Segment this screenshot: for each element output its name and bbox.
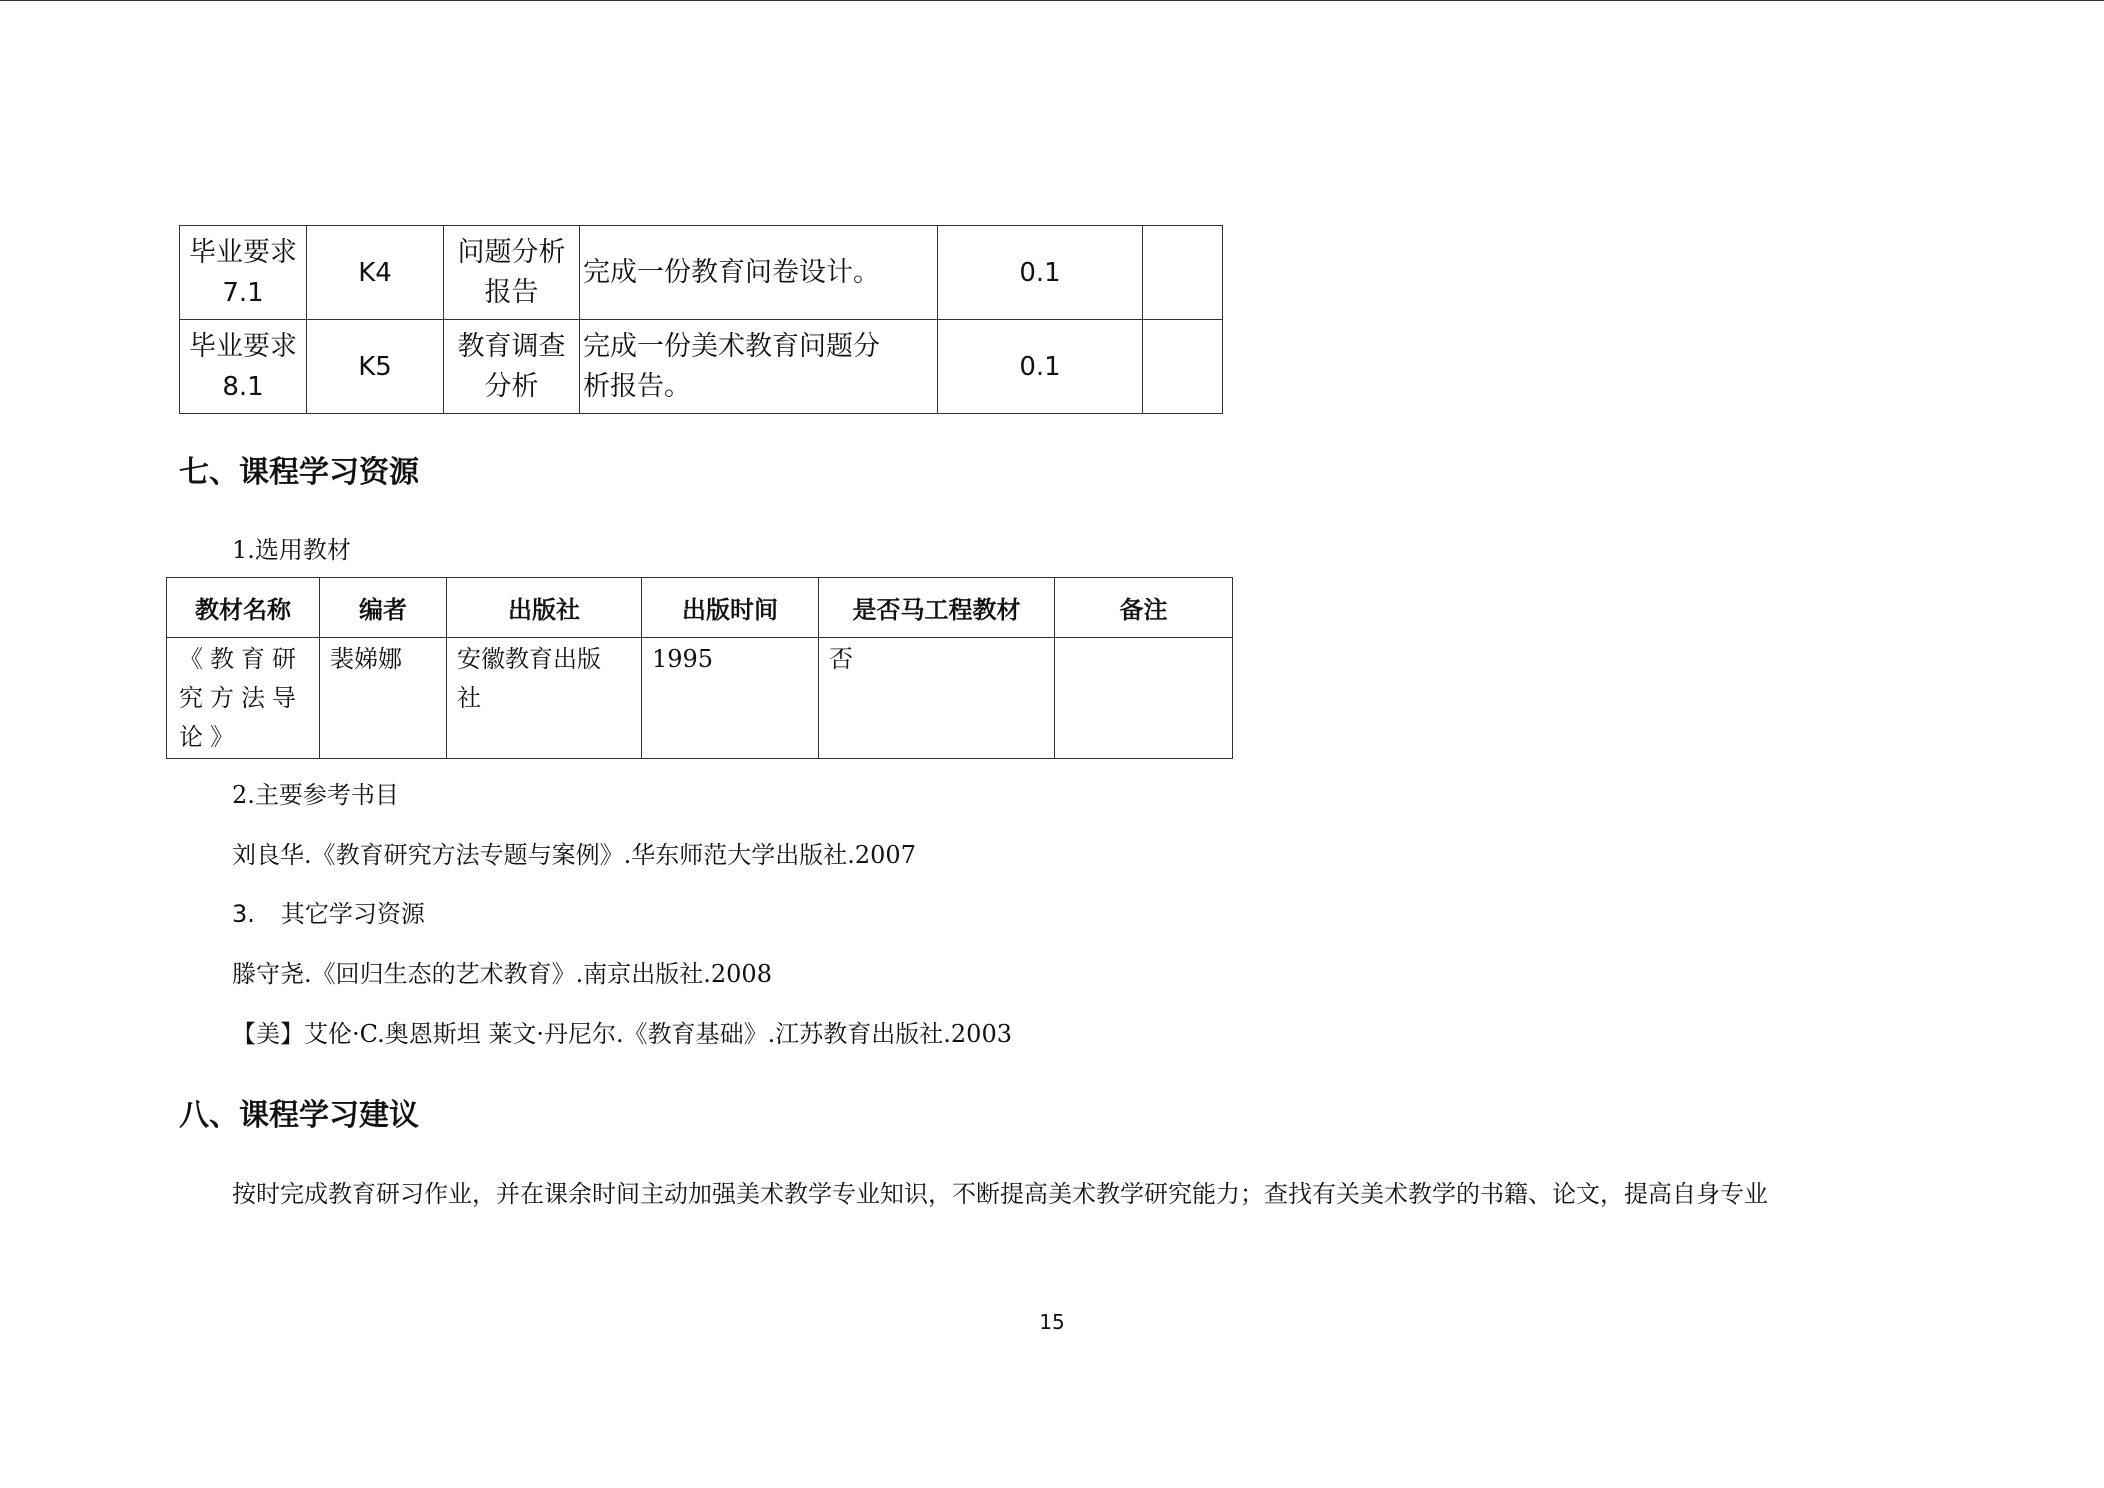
- table-row: [167, 638, 1233, 759]
- code-cell: K5: [307, 320, 444, 414]
- header-cell: 编者: [320, 578, 447, 638]
- code-cell: K4: [307, 226, 444, 320]
- reference-item: 刘良华.《教育研究方法专题与案例》.华东师范大学出版社.2007: [232, 841, 916, 869]
- textbook-subheading: 1.选用教材: [232, 536, 351, 564]
- reference-item: 滕守尧.《回归生态的艺术教育》.南京出版社.2008: [232, 960, 772, 988]
- header-cell: 教材名称: [167, 578, 320, 638]
- weight-cell: 0.1: [938, 226, 1143, 320]
- section-7-heading: 七、课程学习资源: [179, 455, 419, 490]
- method-cell: 问题分析 报告: [444, 226, 580, 320]
- header-cell: 是否马工程教材: [819, 578, 1055, 638]
- page-number: 15: [1039, 1310, 1065, 1334]
- weight-cell: 0.1: [938, 320, 1143, 414]
- year-cell: 1995: [642, 638, 819, 759]
- textbook-title-cell: 《教育研 究方法导 论》: [167, 638, 320, 759]
- requirement-cell: 毕业要求 7.1: [180, 226, 307, 320]
- maproject-cell: 否: [819, 638, 1055, 759]
- method-cell: 教育调查 分析: [444, 320, 580, 414]
- header-cell: 出版社: [447, 578, 642, 638]
- description-cell: 完成一份美术教育问题分 析报告。: [580, 320, 938, 414]
- requirement-cell: 毕业要求 8.1: [180, 320, 307, 414]
- empty-cell: [1143, 320, 1223, 414]
- table-row: [180, 320, 1223, 414]
- references-subheading: 2.主要参考书目: [232, 781, 399, 809]
- empty-cell: [1143, 226, 1223, 320]
- publisher-cell: 安徽教育出版 社: [447, 638, 642, 759]
- reference-item: 【美】艾伦·C.奥恩斯坦 莱文·丹尼尔.《教育基础》.江苏教育出版社.2003: [232, 1020, 1012, 1048]
- study-advice-paragraph: 按时完成教育研习作业，并在课余时间主动加强美术教学专业知识，不断提高美术教学研究能力；查找有关美术教学的书籍、论文，提高自身专业: [232, 1180, 1768, 1208]
- description-cell: 完成一份教育问卷设计。: [580, 226, 938, 320]
- other-resources-subheading: 3. 其它学习资源: [232, 900, 425, 928]
- page-top-border: [0, 0, 2104, 1]
- header-cell: 备注: [1055, 578, 1233, 638]
- header-cell: 出版时间: [642, 578, 819, 638]
- editor-cell: 裴娣娜: [320, 638, 447, 759]
- note-cell: [1055, 638, 1233, 759]
- table-header-row: [167, 578, 1233, 638]
- assessment-table: [179, 225, 1223, 414]
- table-row: [180, 226, 1223, 320]
- section-8-heading: 八、课程学习建议: [179, 1098, 419, 1133]
- textbook-table: [166, 577, 1233, 759]
